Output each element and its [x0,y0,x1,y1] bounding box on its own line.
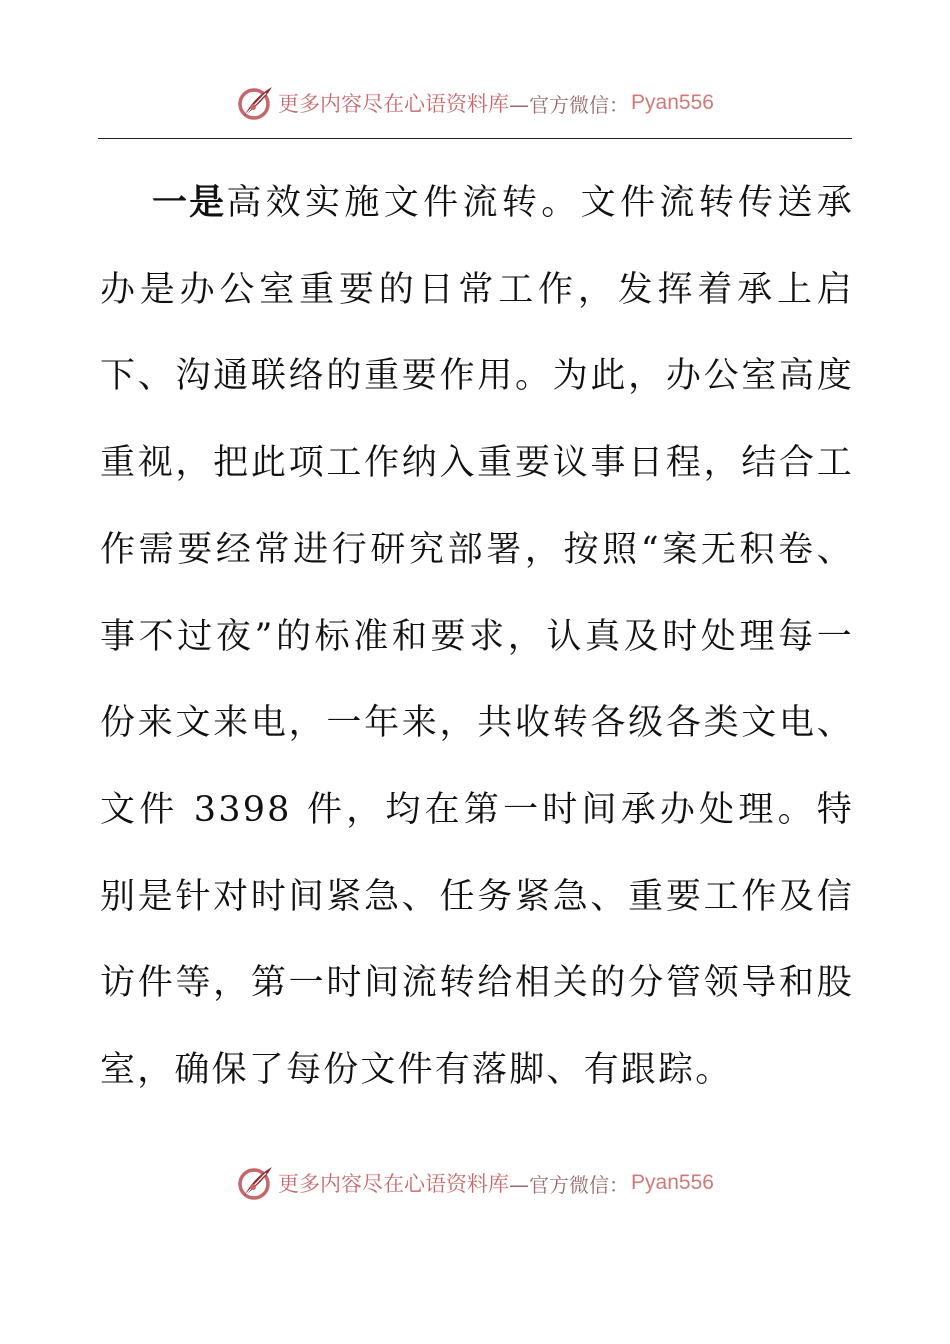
footer-banner-wechat-id: Pyan556 [631,1171,714,1194]
header-watermark-banner [0,81,950,125]
footer-banner-title: 更多内容尽在心语资料库 [278,1172,510,1196]
header-banner-title: 更多内容尽在心语资料库 [278,92,510,116]
footer-banner-subtitle: —官方微信： [509,1172,630,1197]
paragraph-text: 高效实施文件流转。文件流转传送承办是办公室重要的日常工作，发挥着承上启下、沟通联络的重要作用。为此，办公室高度重视，把此项工作纳入重要议事日程，结合工作需要经常进行研究部署，按照“案无积卷、事不过夜”的标准和要求，认真及时处理每一份来文来电，一年来，共收转各级各类文电、文件 3398 件，均在第一时间承办处理。特别是针对时间紧急、任务紧急、重要工作及信访件等，第一时间流转给相关的分管领导和股室，确保了每份文件有落脚、有跟踪。 [100,183,854,1091]
feather-pen-circle-icon [236,83,276,123]
paragraph-lead: 一是 [152,183,227,223]
header-banner-wechat-id: Pyan556 [631,91,714,114]
feather-pen-circle-icon [236,1163,276,1203]
header-banner-subtitle: —官方微信： [509,92,630,117]
body-paragraph [100,160,854,1114]
header-divider [98,138,852,139]
footer-watermark-banner [0,1161,950,1205]
